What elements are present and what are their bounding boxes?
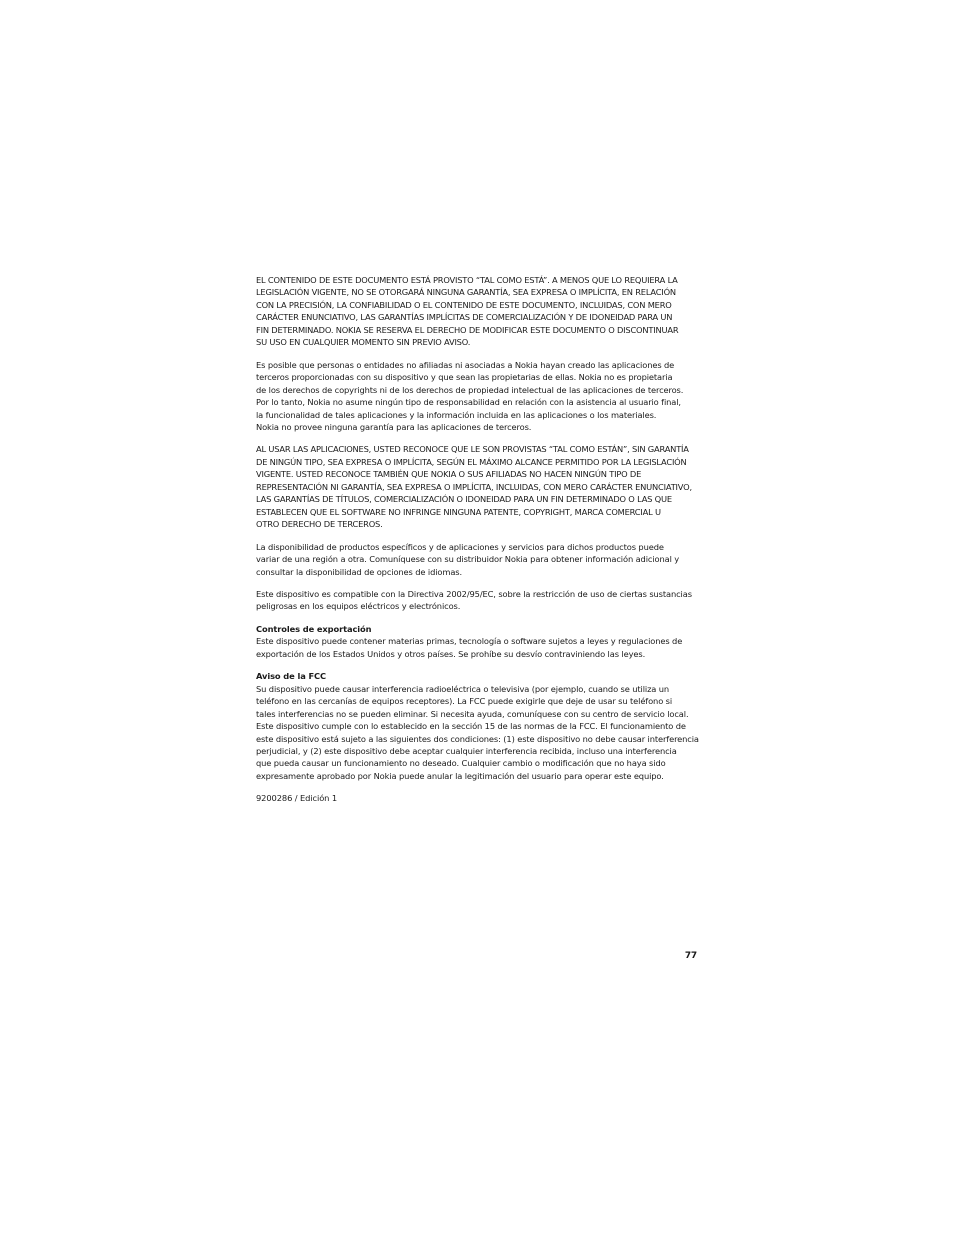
edition-label: 9200286 / Edición 1 <box>256 793 338 804</box>
text-line: LEGISLACIÓN VIGENTE, NO SE OTORGARÁ NINGUNA GARANTÍA, SEA EXPRESA O IMPLÍCITA, EN RELACIÓN <box>256 287 676 298</box>
text-line: LAS GARANTÍAS DE TÍTULOS, COMERCIALIZACIÓN O IDONEIDAD PARA UN FIN DETERMINADO O LAS QUE <box>256 494 672 505</box>
text-line: tales interferencias no se pueden eliminar. Si necesita ayuda, comuníquese con su centro de servicio local. <box>256 708 689 719</box>
text-line: la funcionalidad de tales aplicaciones y la información incluida en las aplicaciones o los materiales. <box>256 409 657 420</box>
export-controls-paragraph <box>256 635 697 660</box>
text-line: CON LA PRECISIÓN, LA CONFIABILIDAD O EL CONTENIDO DE ESTE DOCUMENTO, INCLUIDAS, CON MERO <box>256 299 672 310</box>
text-line: EL CONTENIDO DE ESTE DOCUMENTO ESTÁ PROVISTO “TAL COMO ESTÁ”. A MENOS QUE LO REQUIERA LA <box>256 275 678 285</box>
text-line: DE NINGÚN TIPO, SEA EXPRESA O IMPLÍCITA, SEGÚN EL MÁXIMO ALCANCE PERMITIDO POR LA LEGISLACIÓN <box>256 456 687 467</box>
fcc-notice-heading: Aviso de la FCC <box>256 671 327 682</box>
text-line: peligrosas en los equipos eléctricos y electrónicos. <box>256 601 461 612</box>
text-line: ESTABLECEN QUE EL SOFTWARE NO INFRINGE NINGUNA PATENTE, COPYRIGHT, MARCA COMERCIAL U <box>256 506 661 517</box>
text-line: OTRO DERECHO DE TERCEROS. <box>256 519 383 530</box>
text-line: SU USO EN CUALQUIER MOMENTO SIN PREVIO AVISO. <box>256 337 471 348</box>
directive-paragraph <box>256 588 697 613</box>
text-line: La disponibilidad de productos específicos y de aplicaciones y servicios para dichos productos puede <box>256 541 664 552</box>
text-line: CARÁCTER ENUNCIATIVO, LAS GARANTÍAS IMPLÍCITAS DE COMERCIALIZACIÓN Y DE IDONEIDAD PARA UN <box>256 312 673 323</box>
page-number: 77 <box>684 951 697 961</box>
text-line: de los derechos de copyrights ni de los derechos de propiedad intelectual de las aplicaciones de terceros. <box>256 384 684 395</box>
text-line: variar de una región a otra. Comuníquese con su distribuidor Nokia para obtener información adicional y <box>256 554 680 565</box>
text-line: Por lo tanto, Nokia no asume ningún tipo de responsabilidad en relación con la asistencia al usuario final, <box>256 397 681 408</box>
text-line: terceros proporcionadas con su dispositivo y que sean las propietarias de ellas. Nokia no es propietaria <box>256 372 673 383</box>
apps-disclaimer-paragraph <box>256 443 697 530</box>
disclaimer-paragraph <box>256 274 697 349</box>
text-line: este dispositivo está sujeto a las siguientes dos condiciones: (1) este dispositivo no debe causar interferencia <box>256 733 699 744</box>
fcc-notice-paragraph <box>256 683 697 783</box>
document-body <box>256 274 697 805</box>
text-line: Este dispositivo cumple con lo establecido en la sección 15 de las normas de la FCC. El funcionamiento de <box>256 721 686 732</box>
text-line: exportación de los Estados Unidos y otros países. Se prohíbe su desvío contraviniendo las leyes. <box>256 648 646 659</box>
text-line: Su dispositivo puede causar interferencia radioeléctrica o televisiva (por ejemplo, cuando se utiliza un <box>256 683 670 694</box>
text-line: Es posible que personas o entidades no afiliadas ni asociadas a Nokia hayan creado las aplicaciones de <box>256 359 675 370</box>
text-line: teléfono en las cercanías de equipos receptores). La FCC puede exigirle que deje de usar su teléfono si <box>256 696 673 707</box>
text-line: AL USAR LAS APLICACIONES, USTED RECONOCE QUE LE SON PROVISTAS “TAL COMO ESTÁN”, SIN GARANTÍA <box>256 444 689 455</box>
text-line: Este dispositivo puede contener materias primas, tecnología o software sujetos a leyes y regulaciones de <box>256 636 683 647</box>
text-line: FIN DETERMINADO. NOKIA SE RESERVA EL DERECHO DE MODIFICAR ESTE DOCUMENTO O DISCONTINUAR <box>256 324 679 335</box>
text-line: consultar la disponibilidad de opciones de idiomas. <box>256 566 463 577</box>
text-line: REPRESENTACIÓN NI GARANTÍA, SEA EXPRESA O IMPLÍCITA, INCLUIDAS, CON MERO CARÁCTER ENUNCIATIVO, <box>256 481 692 492</box>
text-line: expresamente aprobado por Nokia puede anular la legitimación del usuario para operar este equipo. <box>256 770 664 781</box>
text-line: Este dispositivo es compatible con la Directiva 2002/95/EC, sobre la restricción de uso de ciertas sustancias <box>256 588 692 599</box>
text-line: Nokia no provee ninguna garantía para las aplicaciones de terceros. <box>256 421 532 432</box>
availability-paragraph <box>256 541 697 578</box>
third-party-apps-paragraph <box>256 359 697 434</box>
text-line: perjudicial, y (2) este dispositivo debe aceptar cualquier interferencia recibida, incluso una interferencia <box>256 745 677 756</box>
export-controls-heading: Controles de exportación <box>256 623 372 634</box>
text-line: VIGENTE. USTED RECONOCE TAMBIÉN QUE NOKIA O SUS AFILIADAS NO HACEN NINGÚN TIPO DE <box>256 469 642 480</box>
text-line: que pueda causar un funcionamiento no deseado. Cualquier cambio o modificación que no haya sido <box>256 758 666 769</box>
